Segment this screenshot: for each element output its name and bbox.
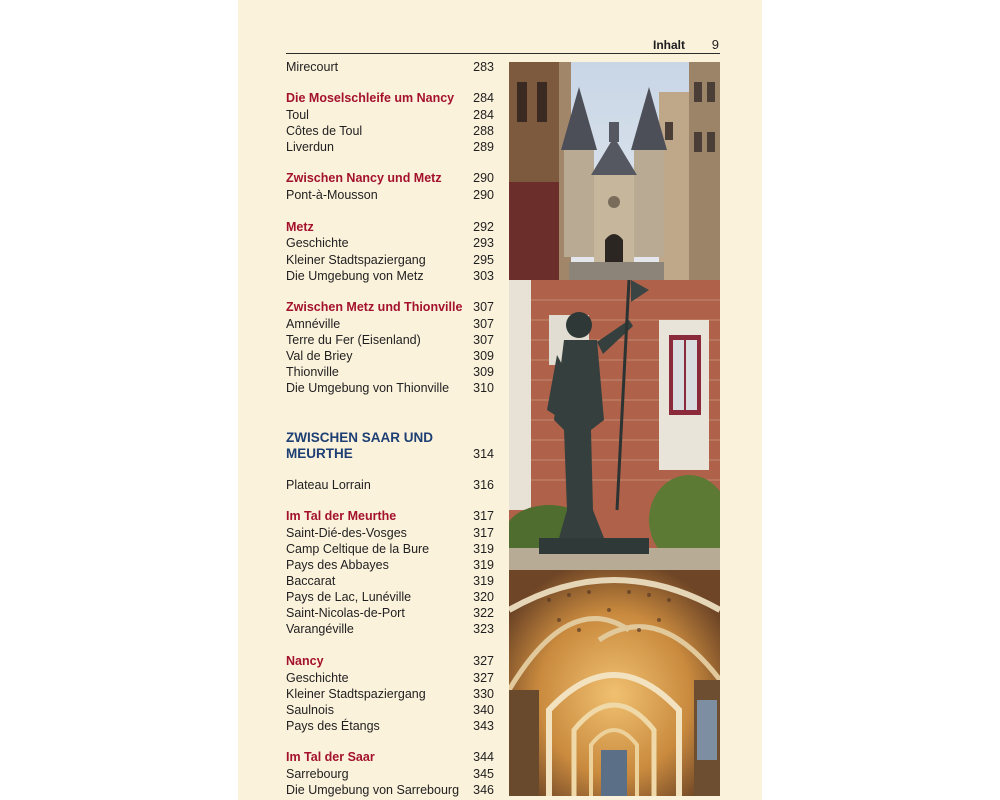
toc-section-heading: Nancy 327 bbox=[286, 654, 494, 668]
toc-section-heading: Die Moselschleife um Nancy 284 bbox=[286, 91, 494, 105]
knight-statue-photo bbox=[509, 280, 720, 570]
toc-section-heading: Im Tal der Meurthe 317 bbox=[286, 509, 494, 523]
toc-item: Die Umgebung von Thionville 310 bbox=[286, 381, 494, 395]
toc-section-heading: Zwischen Nancy und Metz 290 bbox=[286, 171, 494, 185]
toc-chapter-heading bbox=[286, 430, 494, 462]
vaulted-crypt-image bbox=[509, 570, 720, 796]
toc-section-heading: Im Tal der Saar 344 bbox=[286, 750, 494, 764]
toc-item: Saint-Nicolas-de-Port 322 bbox=[286, 606, 494, 620]
toc-item: Camp Celtique de la Bure 319 bbox=[286, 542, 494, 556]
toc-item: Amnéville 307 bbox=[286, 317, 494, 331]
toc-item: Saulnois 340 bbox=[286, 703, 494, 717]
toc-item: Kleiner Stadtspaziergang 330 bbox=[286, 687, 494, 701]
toc-item: Toul 284 bbox=[286, 108, 494, 122]
toc-item: Die Umgebung von Metz 303 bbox=[286, 269, 494, 283]
page-number: 9 bbox=[711, 37, 719, 52]
page-header bbox=[286, 37, 720, 54]
toc-section-heading: Metz 292 bbox=[286, 220, 494, 234]
section-title: Inhalt bbox=[653, 38, 685, 52]
city-gate-photo bbox=[509, 62, 720, 280]
toc-item: Val de Briey 309 bbox=[286, 349, 494, 363]
toc-section-heading: Zwischen Metz und Thionville 307 bbox=[286, 300, 494, 314]
toc-item: Côtes de Toul 288 bbox=[286, 124, 494, 138]
toc-item: Varangéville 323 bbox=[286, 622, 494, 636]
toc-item: Geschichte 293 bbox=[286, 236, 494, 250]
toc-item: Mirecourt 283 bbox=[286, 60, 494, 74]
city-gate-image bbox=[509, 62, 720, 280]
toc-item: Geschichte 327 bbox=[286, 671, 494, 685]
toc-item: Die Umgebung von Sarrebourg 346 bbox=[286, 783, 494, 797]
vaulted-crypt-photo bbox=[509, 570, 720, 796]
chapter-title-line1: ZWISCHEN SAAR UND bbox=[286, 430, 433, 445]
toc-item: Pont-à-Mousson 290 bbox=[286, 188, 494, 202]
toc-item: Baccarat 319 bbox=[286, 574, 494, 588]
chapter-title-line2: MEURTHE bbox=[286, 446, 353, 461]
toc-item: Pays des Abbayes 319 bbox=[286, 558, 494, 572]
toc-item: Saint-Dié-des-Vosges 317 bbox=[286, 526, 494, 540]
toc-item: Pays des Étangs 343 bbox=[286, 719, 494, 733]
toc-item: Sarrebourg 345 bbox=[286, 767, 494, 781]
toc-item: Thionville 309 bbox=[286, 365, 494, 379]
chapter-page: 314 bbox=[473, 447, 494, 461]
toc-item: Liverdun 289 bbox=[286, 140, 494, 154]
knight-statue-image bbox=[509, 280, 720, 570]
toc-item: Kleiner Stadtspaziergang 295 bbox=[286, 253, 494, 267]
photo-strip bbox=[509, 62, 720, 796]
toc-item: Plateau Lorrain 316 bbox=[286, 478, 494, 492]
toc-item: Terre du Fer (Eisenland) 307 bbox=[286, 333, 494, 347]
toc-item: Pays de Lac, Lunéville 320 bbox=[286, 590, 494, 604]
